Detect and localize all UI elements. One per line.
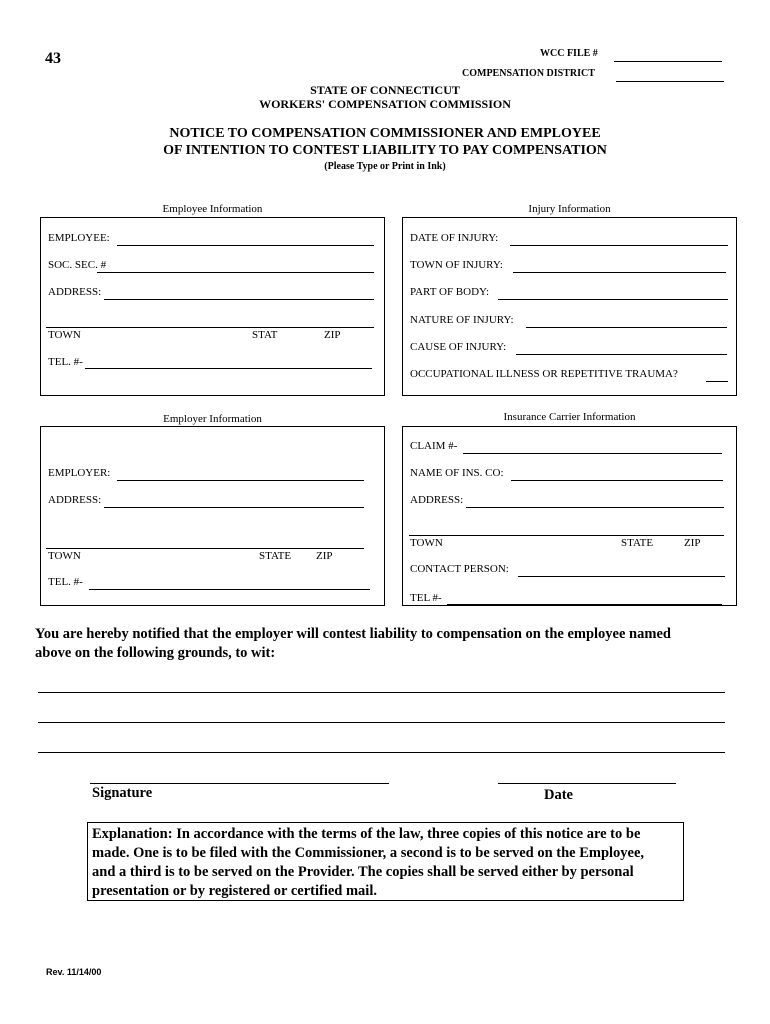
claim-label: CLAIM #-	[410, 440, 458, 452]
employer-field[interactable]	[117, 480, 364, 481]
explanation-line2: made. One is to be filed with the Commissioner, a second is to be served on the Employee,	[92, 845, 645, 861]
form-title-line1: NOTICE TO COMPENSATION COMMISSIONER AND EMPLOYEE	[169, 126, 601, 141]
employee-tel-field[interactable]	[85, 368, 372, 369]
grounds-line-1[interactable]	[38, 692, 725, 693]
employer-info-box	[40, 426, 385, 606]
explanation-box	[87, 822, 684, 901]
employer-address-label: ADDRESS:	[48, 494, 102, 506]
state-title: STATE OF CONNECTICUT	[310, 83, 460, 97]
employee-address-label: ADDRESS:	[48, 286, 102, 298]
employee-info-header: Employee Information	[162, 203, 263, 215]
employer-state-label: STATE	[259, 550, 292, 562]
wcc-file-field[interactable]	[614, 61, 722, 62]
explanation-line4: presentation or by registered or certified mail.	[92, 883, 377, 899]
occupational-illness-field[interactable]	[706, 381, 728, 382]
contact-person-label: CONTACT PERSON:	[410, 563, 509, 575]
employee-label: EMPLOYEE:	[48, 232, 110, 244]
signature-field[interactable]	[90, 783, 389, 784]
town-of-injury-label: TOWN OF INJURY:	[410, 259, 503, 271]
nature-of-injury-label: NATURE OF INJURY:	[410, 314, 514, 326]
carrier-info-box	[402, 426, 737, 606]
employer-address-line2[interactable]	[46, 548, 364, 549]
commission-title: WORKERS' COMPENSATION COMMISSION	[259, 97, 511, 111]
employee-address-field[interactable]	[104, 299, 374, 300]
soc-sec-label: SOC. SEC. #	[48, 259, 107, 271]
carrier-tel-label: TEL #-	[410, 592, 442, 604]
employer-tel-field[interactable]	[89, 589, 370, 590]
carrier-tel-field[interactable]	[447, 604, 722, 605]
part-of-body-label: PART OF BODY:	[410, 286, 490, 298]
carrier-state-label: STATE	[621, 537, 654, 549]
form-number: 43	[45, 50, 61, 67]
ins-co-name-field[interactable]	[511, 480, 723, 481]
date-of-injury-field[interactable]	[510, 245, 728, 246]
nature-of-injury-field[interactable]	[526, 327, 727, 328]
employer-town-label: TOWN	[48, 550, 81, 562]
carrier-town-label: TOWN	[410, 537, 443, 549]
explanation-line3: and a third is to be served on the Provider. The copies shall be served either by personal	[92, 864, 634, 880]
notice-line1: You are hereby notified that the employer will contest liability to compensation on the employee named	[35, 626, 671, 642]
comp-district-label: COMPENSATION DISTRICT	[462, 68, 595, 79]
revision-label: Rev. 11/14/00	[46, 967, 102, 977]
part-of-body-field[interactable]	[498, 299, 728, 300]
employee-address-line2[interactable]	[46, 327, 374, 328]
grounds-line-2[interactable]	[38, 722, 725, 723]
claim-field[interactable]	[463, 453, 722, 454]
employer-info-header: Employer Information	[163, 413, 262, 425]
carrier-address-label: ADDRESS:	[410, 494, 464, 506]
employer-address-field[interactable]	[104, 507, 364, 508]
carrier-address-line2[interactable]	[409, 535, 724, 536]
employee-field[interactable]	[117, 245, 374, 246]
employer-zip-label: ZIP	[316, 550, 333, 562]
employee-stat-label: STAT	[252, 329, 278, 341]
employee-town-label: TOWN	[48, 329, 81, 341]
employer-label: EMPLOYER:	[48, 467, 111, 479]
employee-tel-label: TEL. #-	[48, 356, 83, 368]
occupational-illness-label: OCCUPATIONAL ILLNESS OR REPETITIVE TRAUMA?	[410, 368, 678, 380]
date-of-injury-label: DATE OF INJURY:	[410, 232, 499, 244]
carrier-zip-label: ZIP	[684, 537, 701, 549]
cause-of-injury-field[interactable]	[516, 354, 727, 355]
notice-line2: above on the following grounds, to wit:	[35, 645, 276, 661]
date-label: Date	[544, 787, 573, 803]
ins-co-name-label: NAME OF INS. CO:	[410, 467, 504, 479]
injury-info-box	[402, 217, 737, 396]
employee-zip-label: ZIP	[324, 329, 341, 341]
employee-info-box	[40, 217, 385, 396]
town-of-injury-field[interactable]	[513, 272, 726, 273]
soc-sec-field[interactable]	[97, 272, 374, 273]
injury-info-header: Injury Information	[528, 203, 611, 215]
contact-person-field[interactable]	[518, 576, 725, 577]
explanation-line1: Explanation: In accordance with the terms of the law, three copies of this notice are to be	[92, 826, 641, 842]
form-title-line2: OF INTENTION TO CONTEST LIABILITY TO PAY COMPENSATION	[163, 143, 607, 158]
wcc-file-label: WCC FILE #	[540, 48, 598, 59]
cause-of-injury-label: CAUSE OF INJURY:	[410, 341, 507, 353]
print-instruction: (Please Type or Print in Ink)	[324, 161, 446, 172]
carrier-info-header: Insurance Carrier Information	[503, 411, 636, 423]
grounds-line-3[interactable]	[38, 752, 725, 753]
carrier-address-field[interactable]	[466, 507, 724, 508]
employer-tel-label: TEL. #-	[48, 576, 83, 588]
signature-label: Signature	[92, 785, 153, 801]
date-field[interactable]	[498, 783, 676, 784]
comp-district-field[interactable]	[616, 81, 724, 82]
